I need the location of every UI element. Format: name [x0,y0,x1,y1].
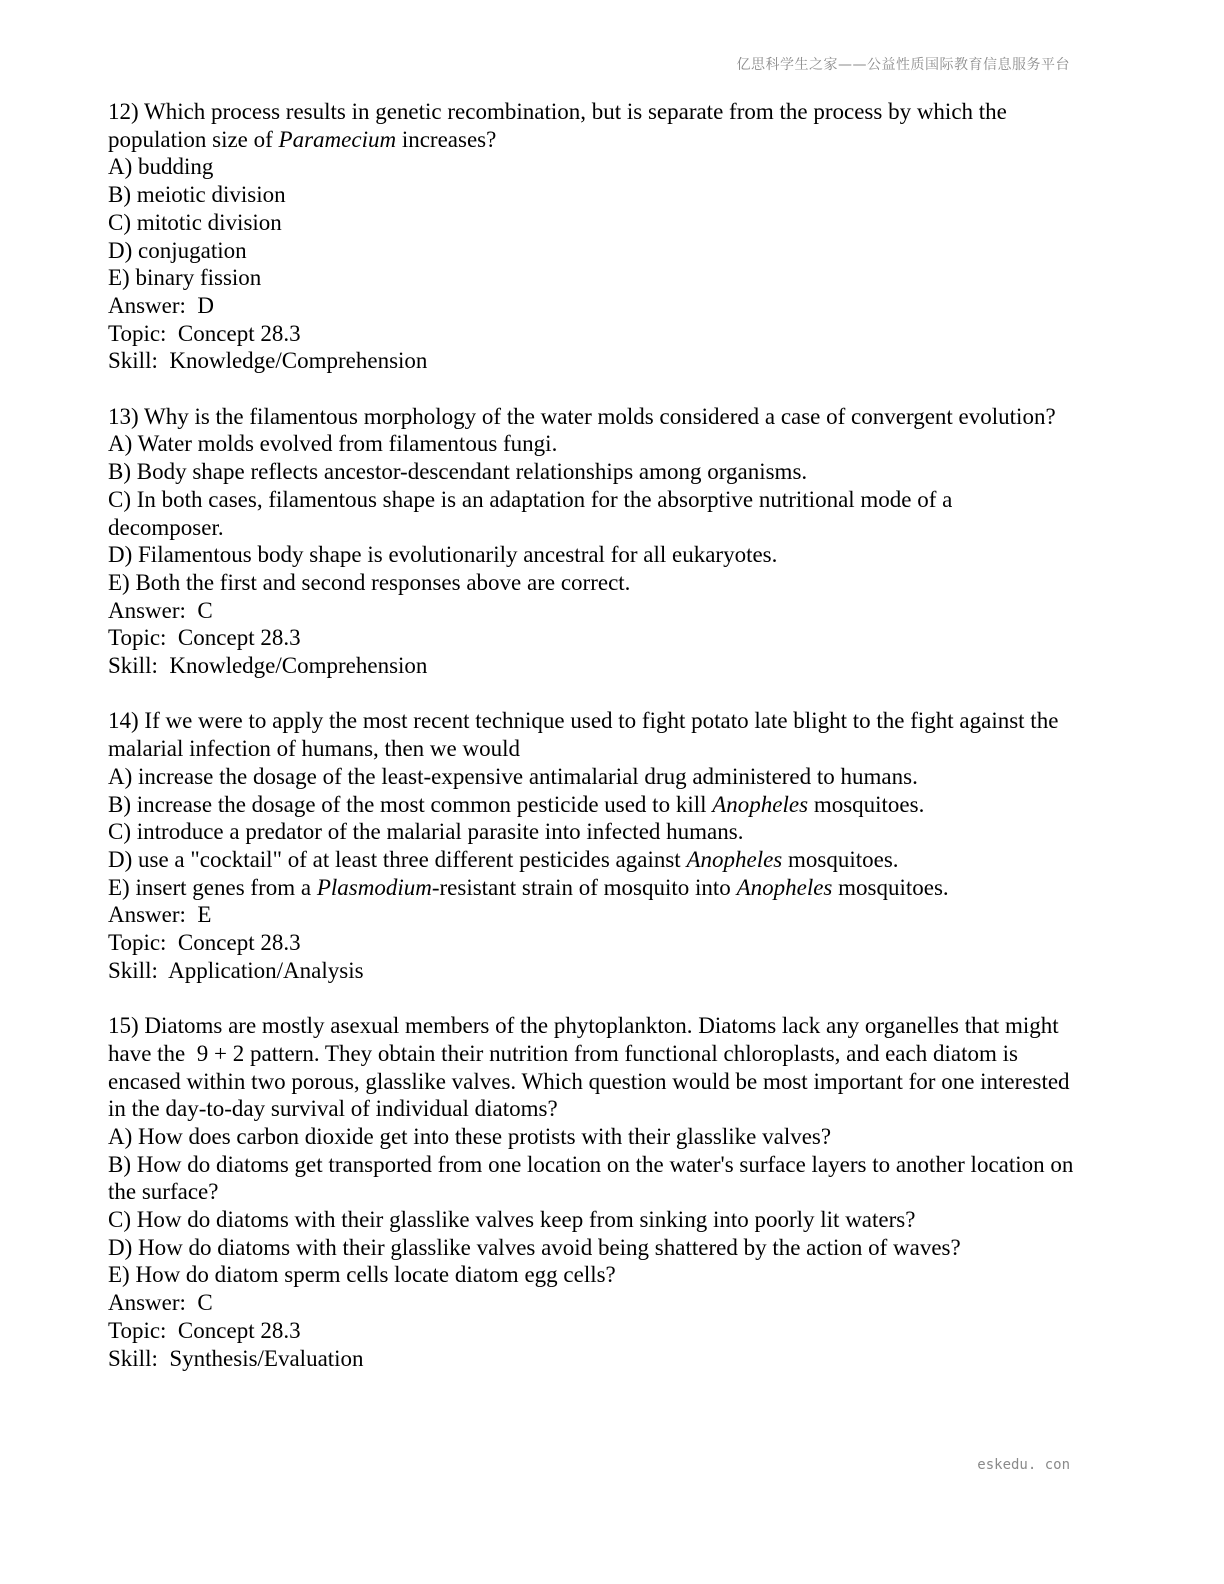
text-segment: increases? [396,126,497,152]
answer-option: D) How do diatoms with their glasslike valves avoid being shattered by the action of waves? [108,1234,961,1260]
question-stem-line: 13) Why is the filamentous morphology of the water molds considered a case of convergent evolution? [108,403,1056,429]
question-stem-line: encased within two porous, glasslike valves. Which question would be most important for one interested [108,1068,1070,1094]
text-segment: mosquitoes. [832,874,949,900]
question-stem-line: 15) Diatoms are mostly asexual members of the phytoplankton. Diatoms lack any organelles that might [108,1013,1059,1039]
answer-option [108,874,1118,902]
topic-label: Topic: Concept 28.3 [108,1317,301,1343]
question-block [108,403,1118,680]
answer-option: D) conjugation [108,237,247,263]
question-block [108,98,1118,375]
answer-option: E) How do diatom sperm cells locate diatom egg cells? [108,1262,616,1288]
text-segment: -resistant strain of mosquito into [431,874,737,900]
text-segment: mosquitoes. [782,846,899,872]
skill-label: Skill: Knowledge/Comprehension [108,348,428,374]
answer-option: B) meiotic division [108,182,286,208]
skill-label: Skill: Application/Analysis [108,957,364,983]
answer-option: B) How do diatoms get transported from one location on the water's surface layers to another location on [108,1151,1074,1177]
text-segment: D) use a "cocktail" of at least three different pesticides against [108,846,687,872]
topic-label: Topic: Concept 28.3 [108,930,301,956]
page-header: 亿思科学生之家——公益性质国际教育信息服务平台 [736,57,1070,73]
answer-option: the surface? [108,1179,219,1205]
question-block [108,1012,1118,1372]
answer-option: C) mitotic division [108,209,282,235]
question-stem-line: 14) If we were to apply the most recent technique used to fight potato late blight to the fight against the [108,708,1059,734]
answer-key: Answer: D [108,292,215,318]
text-segment: population size of [108,126,279,152]
answer-key: Answer: C [108,597,213,623]
answer-option: A) How does carbon dioxide get into these protists with their glasslike valves? [108,1123,832,1149]
answer-option: D) Filamentous body shape is evolutionarily ancestral for all eukaryotes. [108,542,778,568]
text-segment: E) insert genes from a [108,874,317,900]
italic-term: Anopheles [736,874,833,900]
answer-option: E) Both the first and second responses above are correct. [108,569,631,595]
answer-option: C) In both cases, filamentous shape is an adaptation for the absorptive nutritional mode of a [108,486,953,512]
answer-option: decomposer. [108,514,224,540]
italic-term: Plasmodium [316,874,432,900]
text-segment: B) increase the dosage of the most common pesticide used to kill [108,791,713,817]
topic-label: Topic: Concept 28.3 [108,320,301,346]
question-block [108,707,1118,984]
answer-key: Answer: E [108,902,212,928]
italic-term: Paramecium [278,126,397,152]
question-list [108,98,1118,1400]
text-segment: mosquitoes. [808,791,925,817]
answer-option: A) budding [108,154,214,180]
answer-option: A) Water molds evolved from filamentous fungi. [108,431,558,457]
question-stem-line: have the 9 + 2 pattern. They obtain their nutrition from functional chloroplasts, and each diatom is [108,1040,1018,1066]
page-footer: eskedu. con [977,1457,1070,1473]
question-stem-line: malarial infection of humans, then we would [108,736,520,762]
question-stem-line: in the day-to-day survival of individual diatoms? [108,1096,558,1122]
answer-option: A) increase the dosage of the least-expensive antimalarial drug administered to humans. [108,763,918,789]
answer-key: Answer: C [108,1290,213,1316]
answer-option: C) introduce a predator of the malarial parasite into infected humans. [108,819,744,845]
topic-label: Topic: Concept 28.3 [108,625,301,651]
answer-option: B) Body shape reflects ancestor-descendant relationships among organisms. [108,459,808,485]
skill-label: Skill: Synthesis/Evaluation [108,1345,364,1371]
answer-option: C) How do diatoms with their glasslike valves keep from sinking into poorly lit waters? [108,1207,916,1233]
question-stem-line: 12) Which process results in genetic recombination, but is separate from the process by which the [108,99,1007,124]
answer-option: E) binary fission [108,265,262,291]
italic-term: Anopheles [686,846,783,872]
answer-option [108,846,1118,874]
italic-term: Anopheles [712,791,809,817]
answer-option [108,791,1118,819]
skill-label: Skill: Knowledge/Comprehension [108,653,428,679]
question-stem-line [108,126,1118,154]
